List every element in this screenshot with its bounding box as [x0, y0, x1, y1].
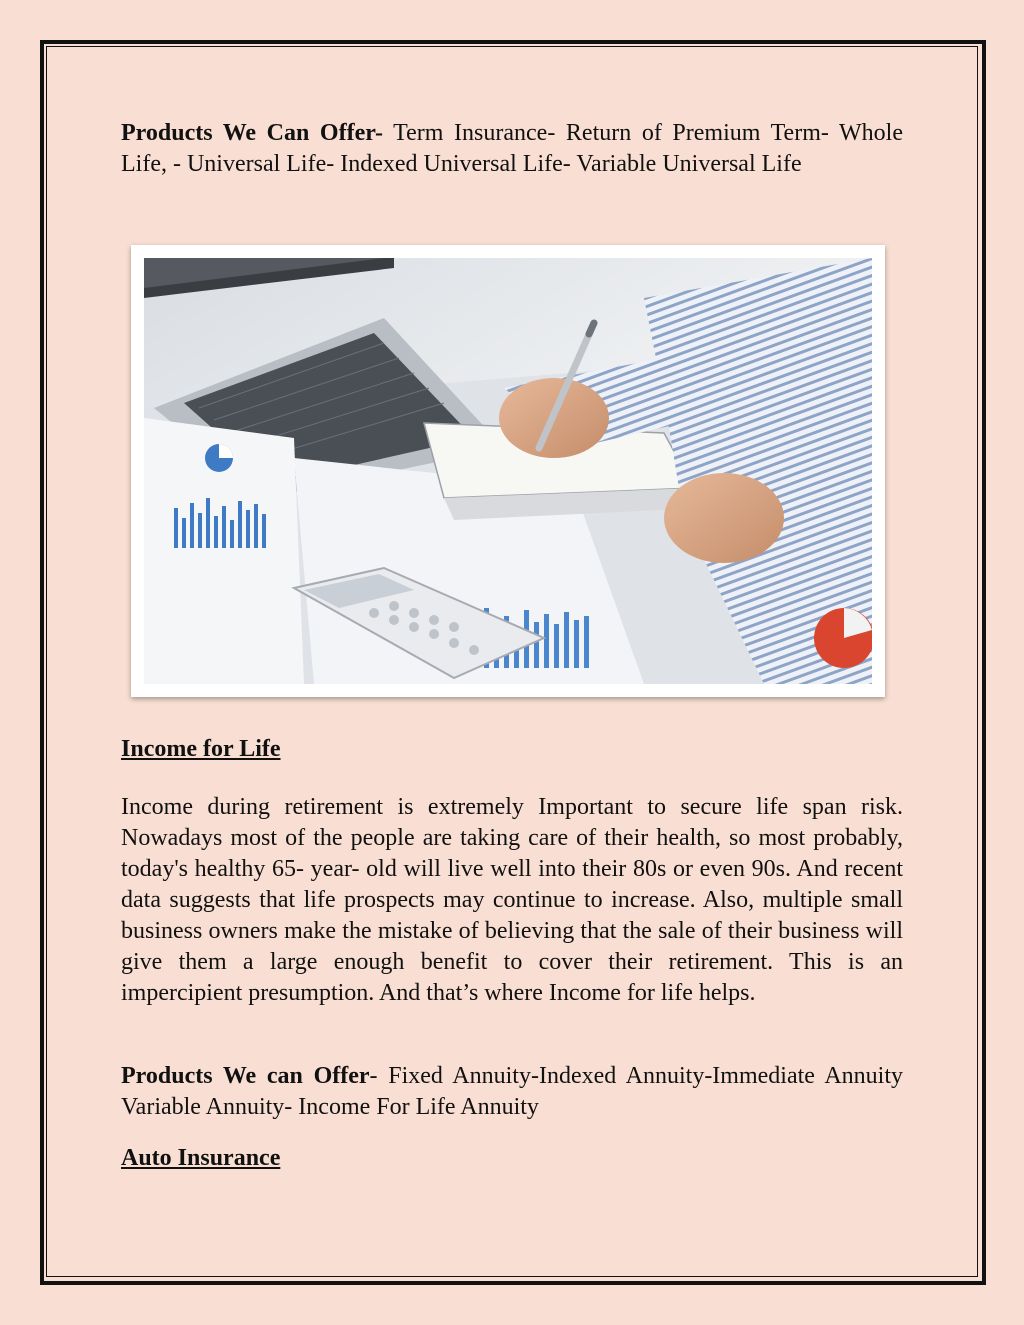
products-label: Products We Can Offer- [121, 120, 383, 146]
section-heading-auto-insurance: Auto Insurance [121, 1145, 281, 1171]
stock-photo-frame [131, 245, 885, 697]
photo-illustration [144, 258, 872, 684]
income-for-life-paragraph: Income during retirement is extremely Important to secure life span risk. Nowadays most of the people are taking care of their health, so most probably, today's healthy 65- year- old will live well into their 80s or even 90s. And recent data suggests that life prospects may continue to increase. Also, multiple small business owners make the mistake of believing that the sale of their business will give them a large enough benefit to cover their retirement. This is an impercipient presumption. And that’s where Income for life helps. [121, 794, 903, 1006]
section-heading-income-for-life: Income for Life [121, 736, 281, 762]
products-paragraph [121, 118, 903, 180]
annuity-products-paragraph [121, 1061, 903, 1123]
products-list: Term Insurance- Return of Premium Term- Whole Life, - Universal Life- Indexed Universal Life- Variable Universal Life [121, 120, 903, 177]
annuity-products-list: - Fixed Annuity-Indexed Annuity-Immediate Annuity Variable Annuity- Income For Life Annuity [121, 1063, 903, 1120]
intro-block [121, 118, 903, 180]
stock-photo-laptop-calculator-notebook [144, 258, 872, 684]
annuity-products-label: Products We can Offer [121, 1063, 370, 1089]
